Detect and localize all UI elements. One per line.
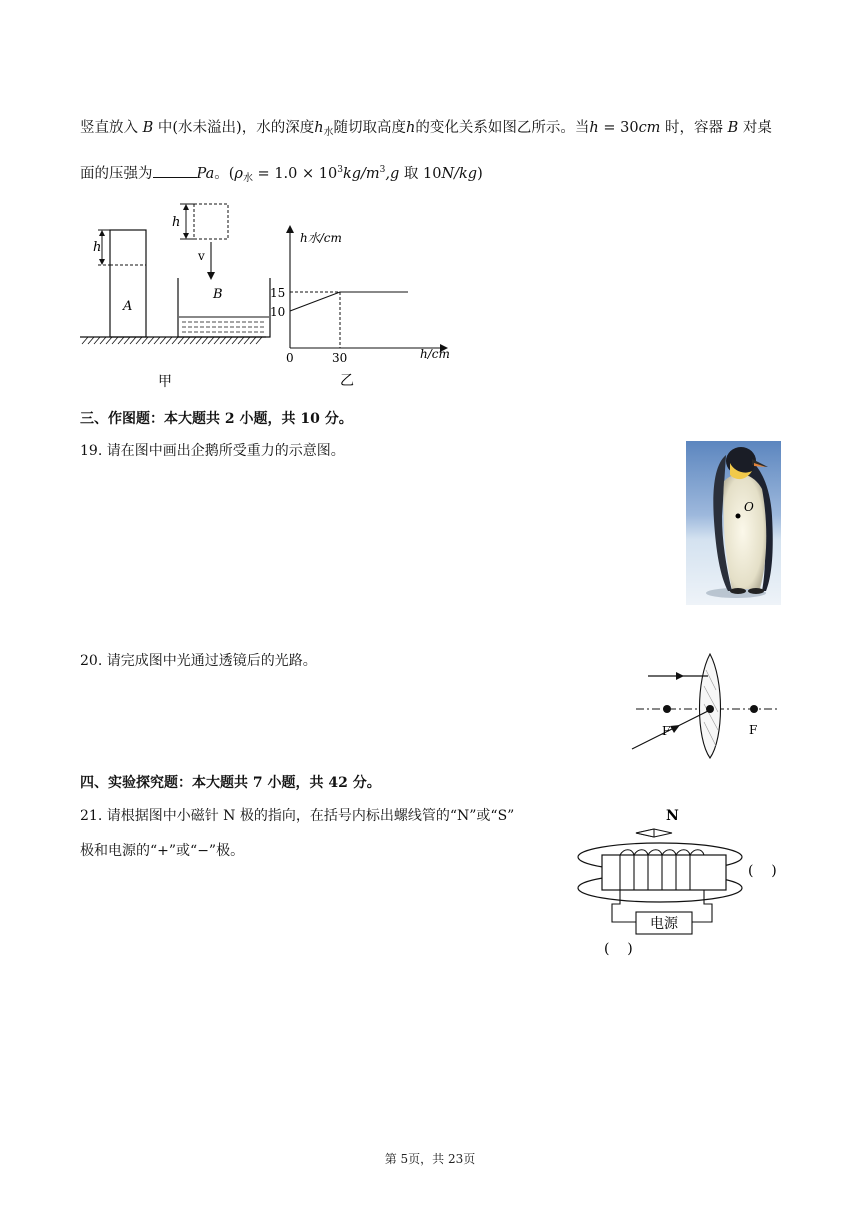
bracket-bottom: ( ) [604,941,633,957]
tick-0: 0 [286,351,294,365]
f-left-label: F [662,724,671,738]
q19-text: 19. 请在图中画出企鹅所受重力的示意图。 [80,443,345,459]
lens-diagram [628,650,783,760]
solenoid-diagram [572,800,784,965]
x-axis-label: h/cm [420,347,450,361]
figure-yi [266,222,466,397]
q18-text-line2: 面的压强为 Pa。($\rho_水 = 1.0 \times 10^3kg/m^3,g$ 取 10N/kg) [80,165,483,184]
tick-30: 30 [332,351,348,365]
focus-right [750,705,758,713]
f-right-label: F [749,723,758,737]
a-label: A [123,299,133,314]
answer-blank [153,165,197,178]
power-source-label: 电源 [650,916,678,932]
needle-n-label: N [666,808,679,824]
q18-text-line1: 竖直放入 B 中(水未溢出)，水的深度$h_水$随切取高度h的变化关系如图乙所示。当h = 30cm 时，容器 B 对桌 [80,120,772,138]
tick-15: 15 [270,286,286,300]
q21-text-line1: 21. 请根据图中小磁针 N 极的指向，在括号内标出螺线管的“N”或“S” [80,808,515,824]
data-line [290,292,408,311]
q21-text-line2: 极和电源的“+”或“−”极。 [80,843,245,859]
caption-jia: 甲 [158,374,172,390]
y-axis-label: h水/cm [300,231,342,245]
center-point [736,514,741,519]
h-label-top: h [172,215,181,230]
bracket-right: ( ) [748,863,777,879]
section-4-heading: 四、实验探究题：本大题共 7 小题，共 42 分。 [80,775,381,791]
caption-yi: 乙 [340,373,354,389]
v-label: v [198,249,205,263]
point-o-label: O [744,500,754,514]
page-footer: 第 5页，共 23页 [384,1152,476,1166]
figure-jia [76,196,276,396]
b-label: B [213,287,223,302]
q20-text: 20. 请完成图中光通过透镜后的光路。 [80,653,317,669]
solenoid-tube [602,855,726,890]
focus-left [663,705,671,713]
tick-10: 10 [270,305,286,319]
section-3-heading: 三、作图题：本大题共 2 小题，共 10 分。 [80,411,353,427]
lens-center [706,705,714,713]
penguin-image [686,441,781,605]
h-label-a: h [93,240,102,255]
